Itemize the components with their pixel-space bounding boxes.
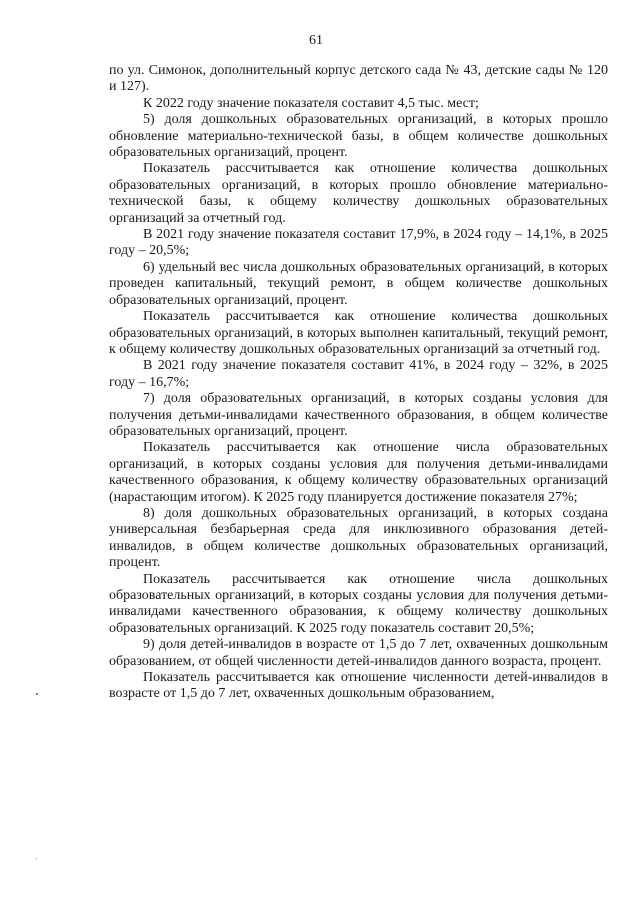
paragraph-indicator-5: 5) доля дошкольных образовательных организаций, в которых прошло обновление материально-технической базы, в общем количестве дошкольных образовательных организаций, процент. [109, 112, 608, 161]
paragraph-calc-5: Показатель рассчитывается как отношение количества дошкольных образовательных организаций, в которых прошло обновление материально-технической базы, к общему количеству дошкольных образовательных организаций за отчетный год. [109, 161, 608, 226]
document-body [109, 63, 608, 703]
paragraph-calc-6: Показатель рассчитывается как отношение количества дошкольных образовательных организаций, в которых выполнен капитальный, текущий ремонт, к общему количеству дошкольных образовательных организаций за отчетный год. [109, 309, 608, 357]
paragraph-calc-7: Показатель рассчитывается как отношение числа образовательных организаций, в которых созданы условия для получения детьми-инвалидами качественного образования, к общему количеству образовательных организаций (нарастающим итогом). К 2025 году планируется достижение показателя 27%; [109, 440, 608, 505]
paragraph-continuation: по ул. Симонок, дополнительный корпус детского сада № 43, детские сады № 120 и 127). [109, 63, 608, 95]
paragraph-indicator-7: 7) доля образовательных организаций, в которых созданы условия для получения детьми-инвалидами качественного образования, в общем количестве образовательных организаций, процент. [109, 391, 608, 439]
paragraph-value-2022: К 2022 году значение показателя составит 4,5 тыс. мест; [143, 95, 479, 111]
paragraph-values-6: В 2021 году значение показателя составит 41%, в 2024 году – 32%, в 2025 году – 16,7%; [109, 358, 608, 390]
paragraph-calc-8: Показатель рассчитывается как отношение числа дошкольных образовательных организаций, в которых созданы условия для получения детьми-инвалидами качественного образования, к общему количеству дошкольных образовательных организаций. К 2025 году показатель составит 20,5%; [109, 571, 608, 636]
page-number: 61 [309, 33, 323, 48]
scan-speck [36, 858, 37, 859]
paragraph-indicator-8: 8) доля дошкольных образовательных организаций, в которых создана универсальная безбарьерная среда для инклюзивного образования детей-инвалидов, в общем количестве дошкольных образовательных организаций, процент. [109, 505, 608, 571]
paragraph-values-5: В 2021 году значение показателя составит 17,9%, в 2024 году – 14,1%, в 2025 году – 20,5%; [109, 227, 608, 259]
scan-speck [36, 693, 38, 695]
paragraph-calc-9: Показатель рассчитывается как отношение численности детей-инвалидов в возрасте от 1,5 до 7 лет, охваченных дошкольным образованием, [109, 670, 608, 702]
paragraph-indicator-6: 6) удельный вес числа дошкольных образовательных организаций, в которых проведен капитальный, текущий ремонт, в общем количестве дошкольных образовательных организаций, процент. [109, 259, 608, 308]
paragraph-indicator-9: 9) доля детей-инвалидов в возрасте от 1,5 до 7 лет, охваченных дошкольным образованием, от общей численности детей-инвалидов данного возраста, процент. [109, 637, 608, 669]
